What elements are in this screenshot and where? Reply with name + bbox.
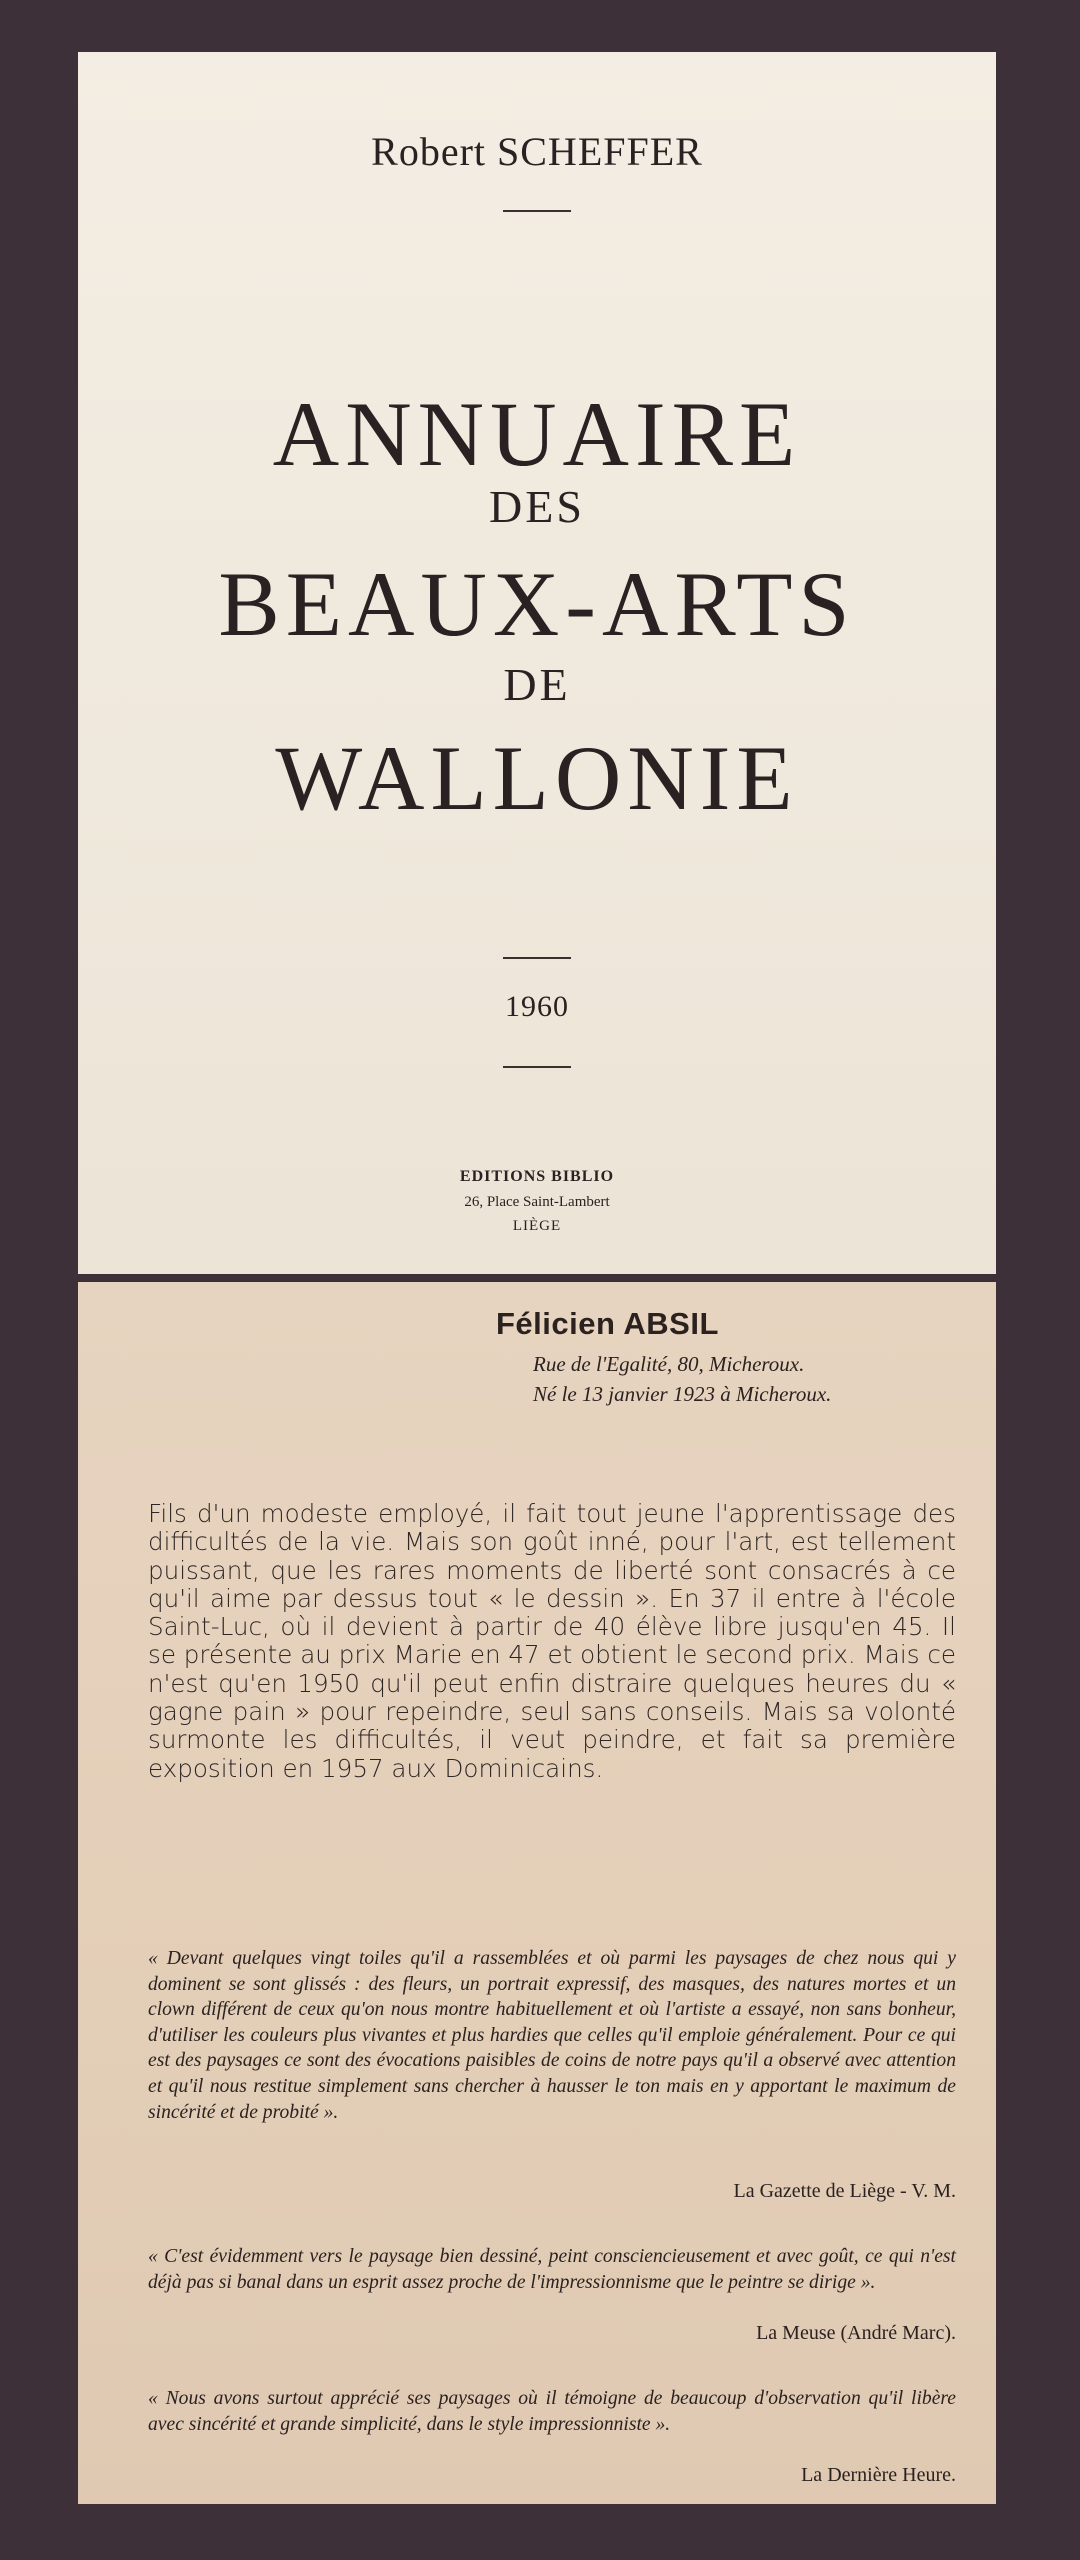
title-line-wallonie: WALLONIE — [275, 727, 799, 829]
quote-source: La Dernière Heure. — [801, 2464, 956, 2486]
title-line-de: DE — [503, 659, 571, 710]
artist-name: Félicien ABSIL — [496, 1306, 719, 1341]
biography-page — [78, 1282, 996, 2504]
title-page — [78, 52, 996, 1274]
publisher-name: EDITIONS BIBLIO — [459, 1168, 615, 1185]
title-line-annuaire: ANNUAIRE — [272, 383, 802, 485]
artist-birth: Né le 13 janvier 1923 à Micheroux. — [533, 1382, 832, 1406]
quote-source: La Meuse (André Marc). — [756, 2322, 956, 2344]
title-line-beaux-arts: BEAUX-ARTS — [218, 553, 856, 655]
biography-text: Fils d'un modeste employé, il fait tout jeune l'apprentissage des difficultés de la vie. Mais son goût inné, pour l'art, est tellement puissant, que les rares moments de liberté sont consacrés à ce qu'il aime par dessus tout « le dessin ». En 37 il entre à l'école Saint-Luc, où il devient à partir de 40 élève libre jusqu'en 45. Il se présente au prix Marie en 47 et obtient le second prix. Mais ce n'est qu'en 1950 qu'il peut enfin distraire quelques heures du « gagne pain » pour repeindre, seul sans conseils. Mais sa volonté surmonte les difficultés, il veut peindre, et fait sa première exposition en 1957 aux Dominicains. — [148, 1499, 956, 1783]
press-quote: « Nous avons surtout apprécié ses paysages où il témoigne de beaucoup d'observation qu'il libère avec sincérité et grande simplicité, dans le style impressionniste ». — [148, 2388, 956, 2435]
quote-source: La Gazette de Liège - V. M. — [733, 2180, 956, 2202]
divider-rule — [503, 210, 571, 212]
artist-address: Rue de l'Egalité, 80, Micheroux. — [533, 1352, 805, 1376]
divider-rule — [503, 957, 571, 959]
press-quote: « C'est évidemment vers le paysage bien dessiné, peint consciencieusement et avec goût, ce qui n'est déjà pas si banal dans un esprit assez proche de l'impressionnisme que le peintre se dirige ». — [148, 2246, 956, 2293]
publication-year: 1960 — [505, 990, 569, 1023]
title-line-des: DES — [489, 481, 585, 532]
publisher-address: 26, Place Saint-Lambert — [464, 1194, 610, 1210]
divider-rule — [503, 1066, 571, 1068]
press-quote: « Devant quelques vingt toiles qu'il a rassemblées et où parmi les paysages de chez nous qui y dominent se sont glissés : des fleurs, un portrait expressif, des masques, des natures mortes et un clown différent de ceux qu'on nous montre habituellement et où l'artiste a essayé, non sans bonheur, d'utiliser les couleurs plus vivantes et plus hardies que celles qu'il emploie généralement. Pour ce qui est des paysages ce sont des évocations paisibles de coins de notre pays qu'il a observé avec attention et qu'il nous restitue simplement sans chercher à hausser le ton mais en y apportant le maximum de sincérité et de probité ». — [148, 1948, 956, 2123]
author-name: Robert SCHEFFER — [371, 129, 703, 174]
publisher-city: LIÈGE — [512, 1218, 562, 1234]
